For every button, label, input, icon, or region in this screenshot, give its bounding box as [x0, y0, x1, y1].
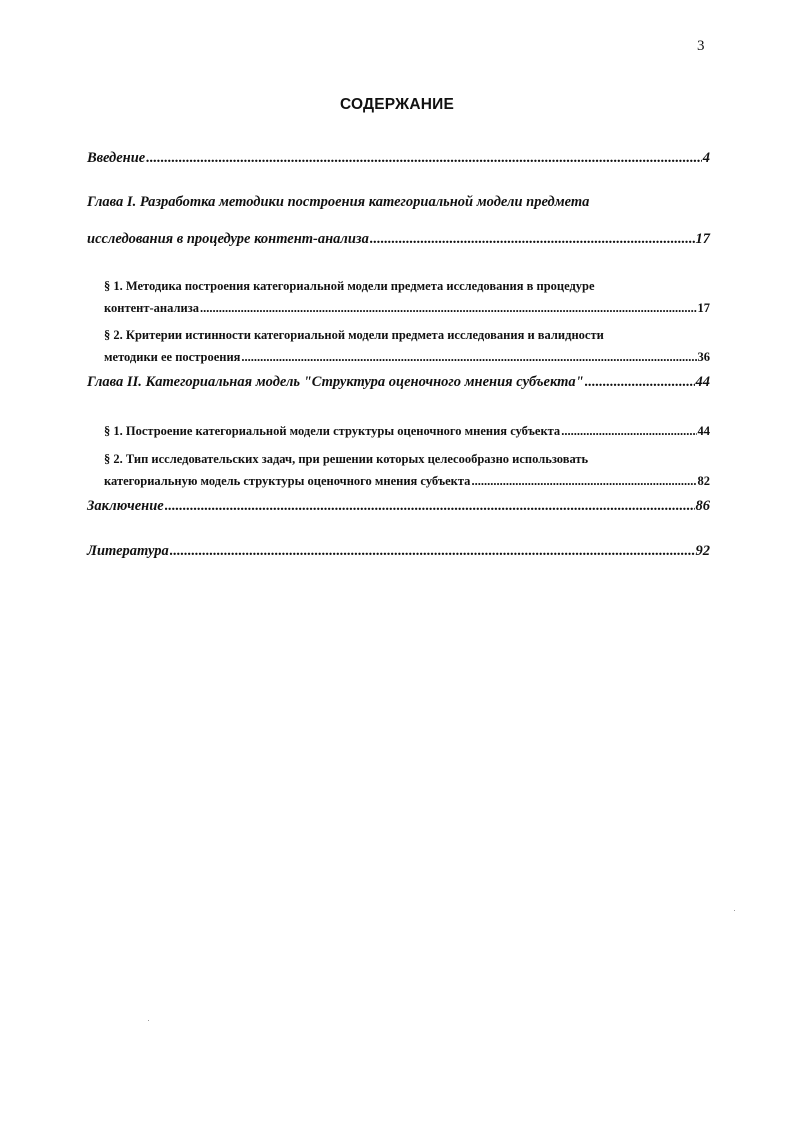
toc-page-number: 17 [697, 301, 710, 315]
toc-entry-label: Введение [87, 150, 146, 166]
dot-leader [165, 498, 695, 515]
dot-leader [146, 150, 702, 167]
toc-entry-section-1-1[interactable] [104, 301, 710, 316]
toc-entry-section-2-2[interactable] [104, 474, 710, 489]
toc-entry-label: категориальную модель структуры оценочного мнения субъекта [104, 474, 471, 488]
toc-entry-section-1-2[interactable] [104, 350, 710, 365]
dot-leader [200, 301, 697, 316]
toc-section-2-2-line1: § 2. Тип исследовательских задач, при решении которых целесообразно использовать [104, 452, 589, 466]
toc-page-number: 36 [697, 350, 710, 364]
dot-leader [170, 543, 695, 560]
toc-page-number: 92 [695, 543, 710, 559]
toc-page-number: 82 [697, 474, 710, 488]
toc-section-1-1-line1: § 1. Методика построения категориальной модели предмета исследования в процедуре [104, 279, 595, 293]
toc-entry-label: методики ее построения [104, 350, 241, 364]
dot-leader [471, 474, 696, 489]
toc-entry-label: исследования в процедуре контент-анализа [87, 231, 369, 247]
toc-entry-label: § 1. Построение категориальной модели структуры оценочного мнения субъекта [104, 424, 561, 438]
toc-entry-label: Заключение [87, 498, 164, 514]
toc-entry-chapter-2[interactable] [87, 374, 710, 391]
toc-page-number: 44 [695, 374, 710, 390]
toc-page-number: 86 [695, 498, 710, 514]
toc-page-number: 17 [695, 231, 710, 247]
scan-speck [148, 1020, 149, 1021]
dot-leader [561, 424, 696, 439]
toc-entry-conclusion[interactable] [87, 498, 710, 515]
toc-page-number: 44 [697, 424, 710, 438]
toc-entry-chapter-1[interactable] [87, 231, 710, 248]
toc-entry-section-2-1[interactable] [104, 424, 710, 439]
page-number: 3 [697, 38, 705, 54]
toc-entry-label: Литература [87, 543, 169, 559]
toc-entry-label: контент-анализа [104, 301, 199, 315]
toc-section-1-2-line1: § 2. Критерии истинности категориальной модели предмета исследования и валидности [104, 328, 604, 342]
toc-entry-literature[interactable] [87, 543, 710, 560]
scan-speck [734, 910, 735, 911]
toc-entry-intro[interactable] [87, 150, 710, 167]
toc-chapter-1-title-line1: Глава I. Разработка методики построения категориальной модели предмета [87, 194, 590, 210]
toc-page-number: 4 [702, 150, 710, 166]
dot-leader [585, 374, 695, 391]
page-title: СОДЕРЖАНИЕ [339, 96, 455, 113]
dot-leader [241, 350, 696, 365]
toc-entry-label: Глава II. Категориальная модель "Структура оценочного мнения субъекта" [87, 374, 584, 390]
dot-leader [370, 231, 695, 248]
